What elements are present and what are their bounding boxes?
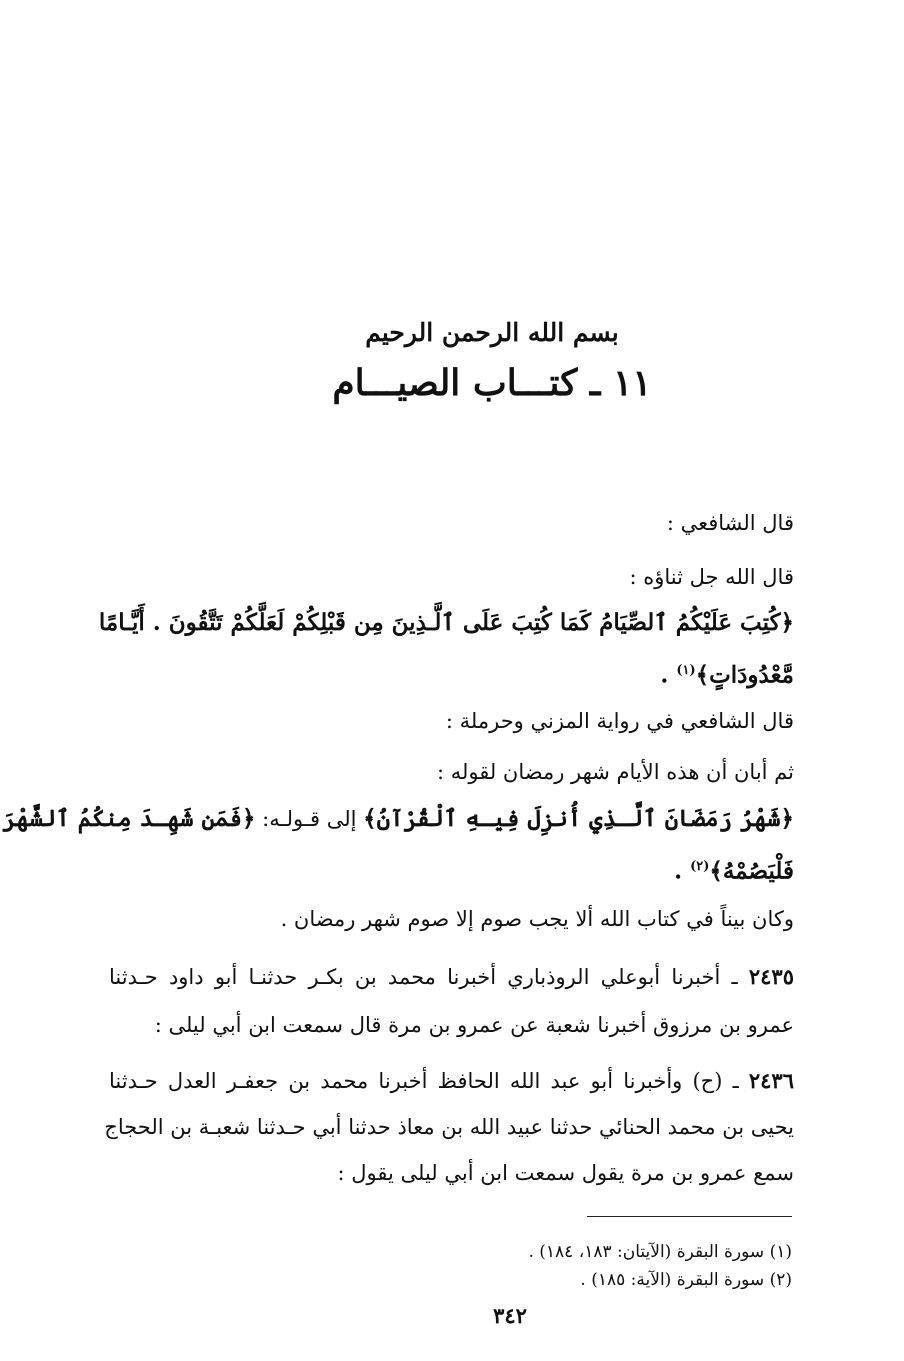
- basmala-heading: بسم الله الرحمن الرحيم: [365, 318, 619, 347]
- quran-verse-2-end: فَلْيَصُمْهُ﴾: [709, 857, 794, 885]
- quran-verse-1-line-2: [94, 656, 794, 691]
- hadith-2436-line-2: يحيى بن محمد الحنائي حدثنا عبيد الله بن معاذ حدثنا أبي حـدثنا شعبـة بن الحجاج: [104, 1115, 794, 1139]
- text-line-shafii-said: قال الشافعي :: [666, 511, 794, 535]
- footnote-2: (٢) سورة البقرة (الآية: ١٨٥) .: [580, 1270, 792, 1290]
- quran-verse-2-part-2: ﴿فَمَن شَهِـدَ مِنكُمُ ٱلشَّهْرَ: [2, 805, 256, 832]
- hadith-2436-text: ـ (ح) وأخبرنا أبو عبد الله الحافظ أخبرنا محمد بن جعفـر العدل حـدثنا: [109, 1069, 749, 1093]
- hadith-2435-line-1: [109, 962, 794, 992]
- hadith-2435-text: ـ أخبرنا أبوعلي الروذباري أخبرنا محمد بن بكـر حدثنـا أبو داود حـدثنا: [109, 965, 749, 989]
- footnote-ref-1: (١): [676, 663, 696, 678]
- footnote-divider: [587, 1216, 792, 1217]
- footnote-1: (١) سورة البقرة (الآيتان: ١٨٣، ١٨٤) .: [528, 1242, 792, 1262]
- quran-verse-2-part-1: ﴿شَهْرُ رَمَضَانَ ٱلَّـذِي أُنزِلَ فِيـهِ ٱلْقُرْآنُ﴾: [363, 805, 794, 832]
- text-line-muzani-narration: قال الشافعي في رواية المزني وحرملة :: [445, 709, 794, 733]
- book-title: ١١ ـ كتـــاب الصيـــام: [332, 362, 652, 404]
- hadith-2436-line-1: [109, 1066, 794, 1096]
- hadith-2435-line-2: عمرو بن مرزوق أخبرنا شعبة عن عمرو بن مرة قال سمعت ابن أبي ليلى :: [154, 1013, 794, 1037]
- text-line-ramadan-month: ثم أبان أن هذه الأيام شهر رمضان لقوله :: [436, 760, 794, 784]
- text-line-fasting-obligation: وكان بيناً في كتاب الله ألا يجب صوم إلا صوم شهر رمضان .: [280, 907, 794, 931]
- text-line-allah-said: قال الله جل ثناؤه :: [629, 565, 794, 589]
- period: .: [674, 857, 691, 885]
- page-number: ٣٤٢: [493, 1303, 527, 1328]
- quran-verse-2-line-2: [94, 852, 794, 887]
- footnote-ref-2: (٢): [690, 859, 710, 874]
- quran-verse-2-connector: إلى قـولـه:: [255, 807, 364, 831]
- hadith-2436-line-3: سمع عمرو بن مرة يقول سمعت ابن أبي ليلى يقول :: [337, 1161, 794, 1185]
- quran-verse-1-line-1: ﴿كُتِبَ عَلَيْكُمُ ٱلصِّيَامُ كَمَا كُتِبَ عَلَى ٱلَّـذِينَ مِن قَبْلِكُمْ لَعَلَّكُمْ تَتَّقُونَ . أَيَّـامًا: [98, 609, 794, 636]
- hadith-number-2435: ٢٤٣٥: [748, 964, 794, 989]
- quran-verse-1-end: مَّعْدُودَاتٍ﴾: [695, 661, 794, 689]
- period: .: [660, 661, 677, 689]
- quran-verse-2-line-1: [2, 804, 794, 834]
- hadith-number-2436: ٢٤٣٦: [748, 1068, 794, 1093]
